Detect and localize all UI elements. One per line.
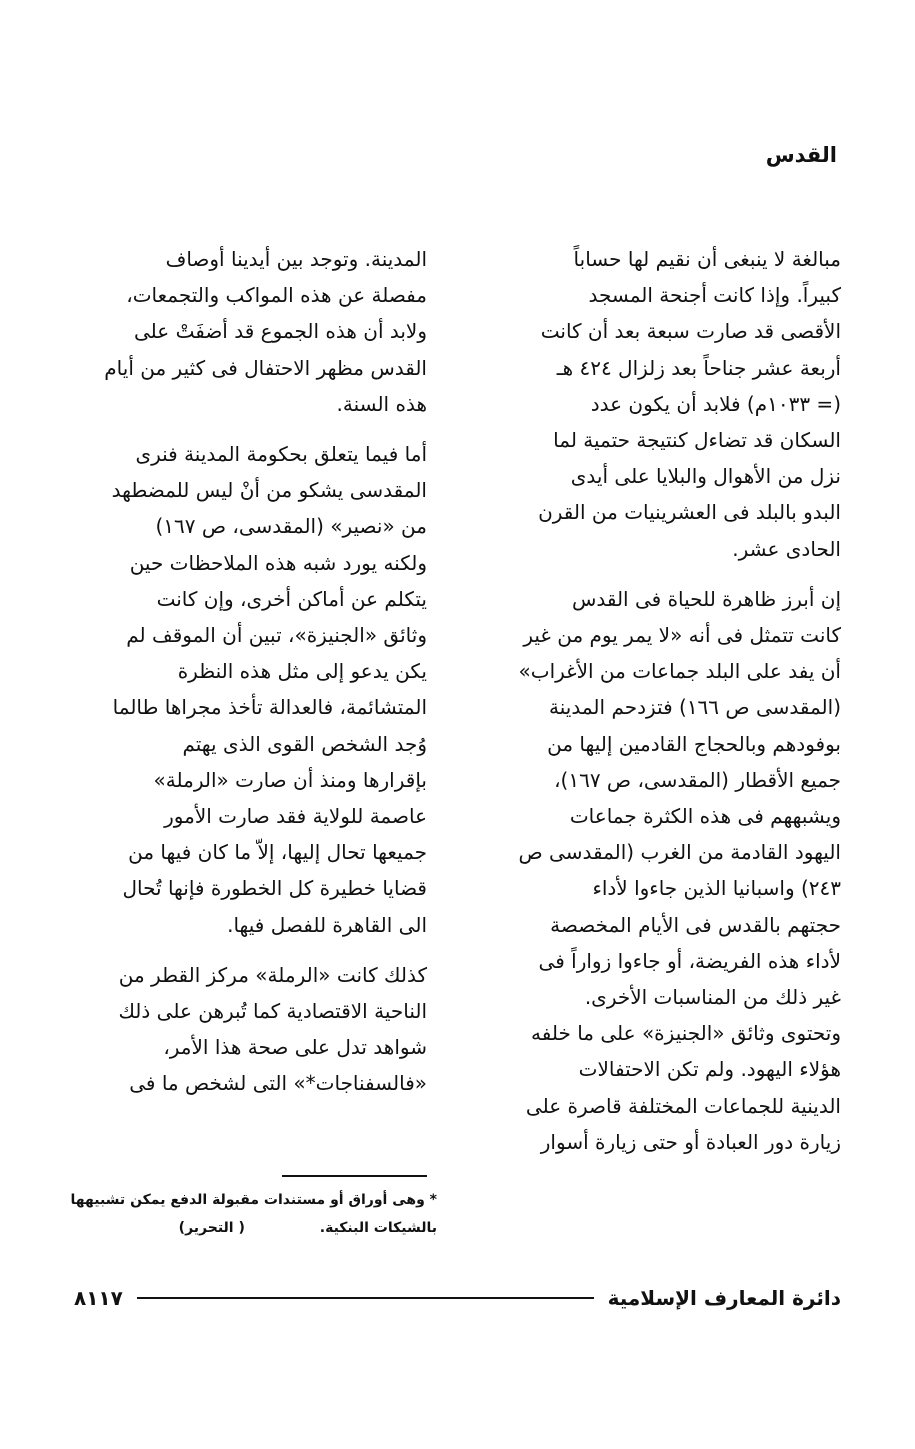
text-line: نزل من الأهوال والبلايا على أيدى	[570, 464, 841, 489]
text-line: وثائق «الجنيزة»، تبين أن الموقف لم	[126, 623, 427, 648]
text-line: الحادى عشر.	[732, 536, 841, 561]
text-line: بإقرارها ومنذ أن صارت «الرملة»	[153, 767, 427, 792]
text-line: جميعها تحال إليها، إلاّ ما كان فيها من	[128, 840, 427, 865]
text-line: البدو بالبلد فى العشرينيات من القرن	[538, 500, 841, 525]
text-line: يكن يدعو إلى مثل هذه النظرة	[177, 659, 427, 684]
text-line: كذلك كانت «الرملة» مركز القطر من	[118, 962, 427, 987]
footnote-line-text: بالشيكات البنكية.	[319, 1220, 437, 1236]
text-line: «فالسفناجات*» التى لشخص ما فى	[129, 1071, 427, 1096]
text-line: المقدسى يشكو من أنْ ليس للمضطهد	[111, 478, 427, 503]
text-line: المدينة. وتوجد بين أيدينا أوصاف	[165, 247, 427, 271]
text-line: كانت تتمثل فى أنه «لا يمر يوم من غير	[523, 623, 841, 648]
text-line: مبالغة لا ينبغى أن نقيم لها حساباً	[573, 247, 841, 271]
text-line: السكان قد تضاءل كنتيجة حتمية لما	[553, 428, 841, 453]
text-line: مفصلة عن هذه المواكب والتجمعات،	[126, 283, 427, 308]
text-line: وتحتوى وثائق «الجنيزة» على ما خلفه	[531, 1021, 841, 1046]
text-line: شواهد تدل على صحة هذا الأمر،	[163, 1035, 427, 1060]
text-line: أما فيما يتعلق بحكومة المدينة فنرى	[135, 442, 427, 467]
text-line: من «نصير» (المقدسى، ص ١٦٧)	[155, 514, 427, 539]
text-line: القدس مظهر الاحتفال فى كثير من أيام	[104, 355, 427, 380]
text-line: الى القاهرة للفصل فيها.	[227, 912, 427, 937]
text-line: ويشبههم فى هذه الكثرة جماعات	[569, 804, 841, 829]
paragraph-gap	[55, 943, 427, 957]
text-line: المتشائمة، فالعدالة تأخذ مجراها طالما	[112, 695, 427, 720]
text-line: أربعة عشر جناحاً بعد زلزال ٤٢٤ هـ	[556, 355, 841, 380]
footnote-divider	[282, 1175, 427, 1177]
text-line: ٢٤٣) واسبانيا الذين جاءوا لأداء	[592, 876, 841, 901]
footnote-line	[57, 1214, 437, 1242]
text-line: إن أبرز ظاهرة للحياة فى القدس	[571, 586, 841, 611]
text-line: يتكلم عن أماكن أخرى، وإن كانت	[156, 586, 427, 611]
text-line: الأقصى قد صارت سبعة بعد أن كانت	[540, 319, 841, 344]
text-line: (= ١٠٣٣م) فلابد أن يكون عدد	[590, 391, 841, 416]
text-line: ولابد أن هذه الجموع قد أضفَتْ على	[133, 319, 427, 344]
text-line: قضايا خطيرة كل الخطورة فإنها تُحال	[122, 876, 427, 901]
text-line: زيارة دور العبادة أو حتى زيارة أسوار	[540, 1129, 841, 1154]
text-line: غير ذلك من المناسبات الأخرى.	[584, 985, 841, 1010]
text-line: أن يفد على البلد جماعات من الأغراب»	[518, 659, 841, 684]
page-footer	[74, 1281, 841, 1315]
running-title: القدس	[765, 143, 837, 167]
journal-name: دائرة المعارف الإسلامية	[607, 1286, 841, 1310]
right-column	[469, 241, 841, 1160]
text-line: اليهود القادمة من الغرب (المقدسى ص	[518, 840, 841, 865]
text-line: الناحية الاقتصادية كما تُبرهن على ذلك	[118, 999, 427, 1024]
paragraph-gap	[469, 567, 841, 581]
text-line: هؤلاء اليهود. ولم تكن الاحتفالات	[578, 1057, 841, 1082]
text-line: لأداء هذه الفريضة، أو جاءوا زواراً فى	[538, 948, 841, 973]
text-line: عاصمة للولاية فقد صارت الأمور	[164, 804, 427, 829]
footnote-editor: ( التحرير)	[178, 1220, 245, 1236]
text-line: بوفودهم وبالحجاج القادمين إليها من	[547, 731, 841, 756]
text-line: ولكنه يورد شبه هذه الملاحظات حين	[129, 550, 427, 575]
text-line: هذه السنة.	[336, 391, 427, 416]
footnote-line: * وهى أوراق أو مستندات مقبولة الدفع يمكن تشبيهها	[70, 1192, 437, 1208]
footer-divider	[137, 1297, 594, 1299]
page-number: ٨١١٧	[74, 1286, 123, 1310]
left-column	[55, 241, 427, 1102]
text-line: جميع الأقطار (المقدسى، ص ١٦٧)،	[554, 767, 841, 792]
paragraph-gap	[55, 422, 427, 436]
text-line: وُجد الشخص القوى الذى يهتم	[182, 731, 427, 756]
text-line: كبيراً. وإذا كانت أجنحة المسجد	[588, 283, 841, 308]
text-line: حجتهم بالقدس فى الأيام المخصصة	[550, 912, 841, 937]
footnote	[57, 1186, 437, 1242]
text-line: الدينية للجماعات المختلفة قاصرة على	[525, 1093, 841, 1118]
text-line: (المقدسى ص ١٦٦) فتزدحم المدينة	[549, 695, 841, 720]
